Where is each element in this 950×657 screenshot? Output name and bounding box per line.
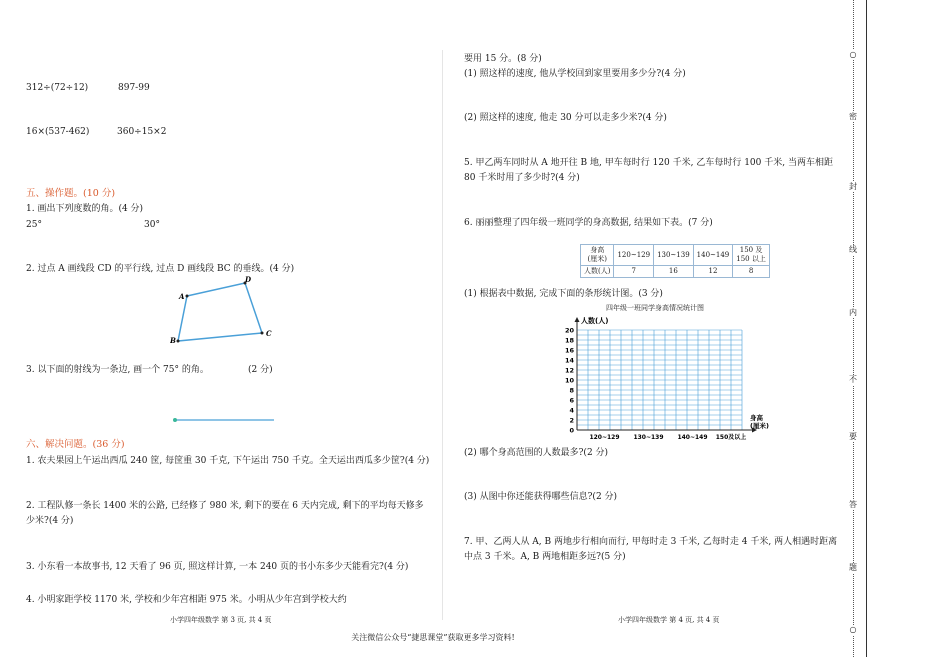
section-6-title: 六、解决问题。(36 分) <box>26 439 125 450</box>
x-tick-label: 130~139 <box>633 434 664 441</box>
q5-3-score: (2 分) <box>248 365 273 375</box>
binding-char: ○ <box>846 50 860 60</box>
ray-figure <box>170 414 280 426</box>
q5-3: 3. 以下面的射线为一条边, 画一个 75° 的角。 <box>26 365 209 375</box>
calc-312: 312÷(72÷12) <box>26 83 89 93</box>
point-c-label: C <box>266 329 272 338</box>
y-tick-label: 6 <box>569 396 574 405</box>
q6-part-3: (3) 从图中你还能获得哪些信息?(2 分) <box>464 492 618 502</box>
x-tick-label: 150及以上 <box>715 434 747 441</box>
table-row-label: 人数(人) <box>581 266 614 278</box>
y-tick-label: 18 <box>564 336 574 345</box>
q7-right: 7. 甲、乙两人从 A, B 两地步行相向而行, 甲每时走 3 千米, 乙每时走 4 千米, 两人相遇时距离中点 3 千米。A, B 两地相距多远?(5 分) <box>464 537 838 562</box>
x-axis-label: (厘米) <box>750 422 769 430</box>
calc-360: 360÷15×2 <box>117 127 167 137</box>
q6-1: 1. 农夫果园上午运出西瓜 240 筐, 每筐重 30 千克, 下午运出 750 千克。全天运出西瓜多少筐?(4 分) <box>26 456 430 466</box>
table-cell: 8 <box>733 266 770 278</box>
binding-char: 答 <box>846 500 860 510</box>
left-page-footer: 小学四年级数学 第 3 页, 共 4 页 <box>170 616 272 624</box>
column-divider <box>442 50 443 620</box>
binding-char: 封 <box>846 182 860 192</box>
calc-16: 16×(537-462) <box>26 127 90 137</box>
binding-char: 线 <box>846 245 860 255</box>
binding-char: ○ <box>846 625 860 635</box>
bottom-note: 关注微信公众号“捷思课堂”获取更多学习资料! <box>351 633 515 642</box>
point-a-label: A <box>179 292 185 301</box>
y-tick-label: 2 <box>569 416 574 425</box>
y-tick-label: 4 <box>569 406 574 415</box>
point-b-label: B <box>170 336 176 345</box>
table-header-height: 身高 (厘米) <box>581 245 614 266</box>
binding-border <box>866 0 867 657</box>
q4-part-1: (1) 照这样的速度, 他从学校回到家里要用多少分?(4 分) <box>464 69 686 79</box>
right-page-footer: 小学四年级数学 第 4 页, 共 4 页 <box>618 616 720 624</box>
quadrilateral-figure <box>170 275 280 350</box>
q6-3: 3. 小东看一本故事书, 12 天看了 96 页, 照这样计算, 一本 240 页的书小东多少天能看完?(4 分) <box>26 562 409 572</box>
q5-1: 1. 画出下列度数的角。(4 分) <box>26 204 144 214</box>
binding-char: 要 <box>846 432 860 442</box>
y-axis-label: 人数(人) <box>581 317 609 325</box>
binding-dotted-line <box>853 0 854 657</box>
q5-right: 5. 甲乙两车同时从 A 地开往 B 地, 甲车每时行 120 千米, 乙车每时行 100 千米, 当两车相距 80 千米时用了多少时?(4 分) <box>464 158 833 183</box>
y-tick-label: 0 <box>569 426 574 435</box>
y-tick-label: 12 <box>564 366 574 375</box>
y-tick-label: 10 <box>564 376 574 385</box>
y-tick-label: 16 <box>564 346 574 355</box>
binding-char: 不 <box>846 375 860 385</box>
x-tick-label: 120~129 <box>589 434 620 441</box>
height-table <box>580 244 770 278</box>
section-5-title: 五、操作题。(10 分) <box>26 188 116 199</box>
angle-25: 25° <box>26 220 42 230</box>
x-tick-label: 140~149 <box>677 434 708 441</box>
q6-part-2: (2) 哪个身高范围的人数最多?(2 分) <box>464 448 609 458</box>
q6-2: 2. 工程队修一条长 1400 米的公路, 已经修了 980 米, 剩下的要在 6 天内完成, 剩下的平均每天修多少米?(4 分) <box>26 501 424 526</box>
calc-897: 897-99 <box>118 83 150 93</box>
table-cell: 12 <box>693 266 733 278</box>
point-d-label: D <box>245 275 252 284</box>
q6-4: 4. 小明家距学校 1170 米, 学校和少年宫相距 975 米。小明从少年宫到学校大约 <box>26 595 347 605</box>
x-axis-label: 身高 <box>750 414 763 422</box>
table-header-range: 140~149 <box>693 245 733 266</box>
y-tick-label: 8 <box>569 386 574 395</box>
table-header-range: 120~129 <box>614 245 654 266</box>
q4-continuation: 要用 15 分。(8 分) <box>464 54 542 64</box>
binding-char: 内 <box>846 308 860 318</box>
chart-title: 四年级一班同学身高情况统计图 <box>606 304 704 312</box>
q4-part-2: (2) 照这样的速度, 他走 30 分可以走多少米?(4 分) <box>464 113 667 123</box>
binding-char: 题 <box>846 563 860 573</box>
height-bar-chart <box>555 310 785 450</box>
table-cell: 16 <box>654 266 694 278</box>
q6-right: 6. 丽丽整理了四年级一班同学的身高数据, 结果如下表。(7 分) <box>464 218 713 228</box>
y-tick-label: 14 <box>564 356 574 365</box>
q6-part-1: (1) 根据表中数据, 完成下面的条形统计图。(3 分) <box>464 289 663 299</box>
table-header-range: 130~139 <box>654 245 694 266</box>
binding-char: 密 <box>846 112 860 122</box>
angle-30: 30° <box>144 220 160 230</box>
table-cell: 7 <box>614 266 654 278</box>
q5-2: 2. 过点 A 画线段 CD 的平行线, 过点 D 画线段 BC 的垂线。(4 分) <box>26 264 295 274</box>
table-header-range: 150 及 150 以上 <box>733 245 770 266</box>
y-axis-arrow <box>575 317 580 322</box>
y-tick-label: 20 <box>564 326 574 335</box>
